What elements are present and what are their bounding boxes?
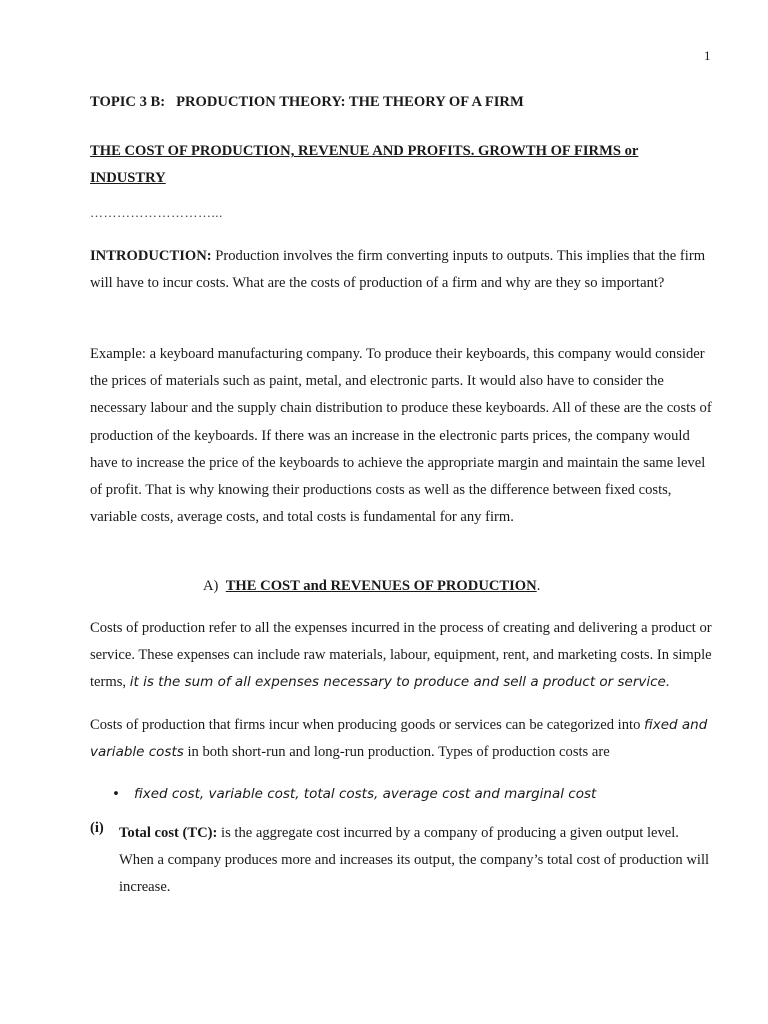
section-a-title: THE COST and REVENUES OF PRODUCTION [225,578,537,594]
costs-categories-emphasis: fixed and variable costs [90,717,708,761]
total-cost-text: is the aggregate cost incurred by a company of producing a given output level. When a company produces more and increases its output, the company’s total cost of production will increase. [119,825,710,896]
topic-heading: TOPIC 3 B: PRODUCTION THEORY: THE THEORY OF A FIRM [90,94,524,110]
section-a-suffix: . [536,578,541,594]
costs-definition-text: Costs of production refer to all the expenses incurred in the process of creating and delivering a product or service. These expenses can include raw materials, labour, equipment, rent, and marketing costs. In simple terms, [90,620,712,691]
introduction-label: INTRODUCTION: [90,248,212,264]
bullet-item-text: fixed cost, variable cost, total costs, average cost and marginal cost [134,786,597,802]
document-subtitle: THE COST OF PRODUCTION, REVENUE AND PROFITS. GROWTH OF FIRMS or INDUSTRY [90,143,639,186]
costs-definition-emphasis: it is the sum of all expenses necessary to produce and sell a product or service. [129,674,671,691]
dotted-separator: ………………………... [90,205,223,220]
costs-definition-paragraph [90,615,712,697]
section-a-heading [203,578,540,595]
costs-categories-text-before: Costs of production that firms incur when producing goods or services can be categorized into [90,717,645,733]
section-a-marker: A) [203,578,219,594]
total-cost-label: Total cost (TC): [119,825,218,841]
total-cost-definition [119,820,715,902]
introduction-text: Production involves the firm converting inputs to outputs. This implies that the firm will have to incur costs. What are the costs of production of a firm and why are they so important? [90,248,706,292]
total-cost-marker: (i) [90,820,104,836]
costs-categories-text-after: in both short-run and long-run production. Types of production costs are [183,744,610,761]
bullet-list-item [112,786,596,802]
introduction-paragraph [90,243,712,297]
costs-categories-paragraph [90,712,712,766]
bullet-icon: • [112,786,120,802]
page-number: 1 [704,48,711,63]
example-paragraph: Example: a keyboard manufacturing company. To produce their keyboards, this company would consider the prices of materials such as paint, metal, and electronic parts. It would also have to consider the necessary labour and the supply chain distribution to produce these keyboards. All of these are the costs of production of the keyboards. If there was an increase in the electronic parts prices, the company would have to increase the price of the keyboards to achieve the appropriate margin and maintain the same level of profit. That is why knowing their productions costs as well as the difference between fixed costs, variable costs, average costs, and total costs is fundamental for any firm. [90,346,712,526]
